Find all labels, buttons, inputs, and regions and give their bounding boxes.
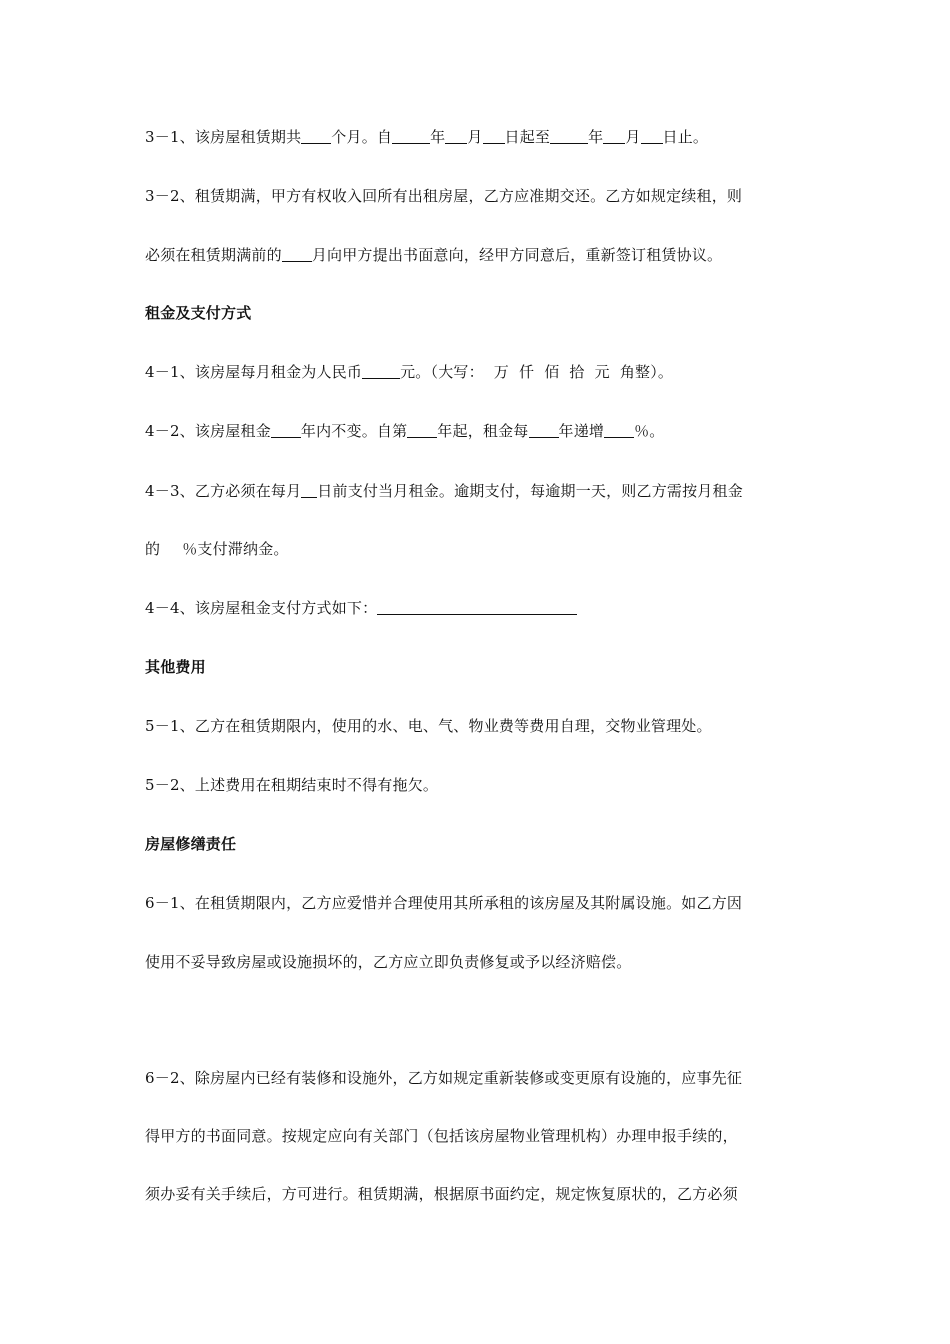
blank-field <box>301 127 331 144</box>
blank-field <box>604 421 634 438</box>
text: 3－1、该房屋租赁期共 <box>145 128 302 146</box>
clause-5-1: 5－1、乙方在租赁期限内，使用的水、电、气、物业费等费用自理，交物业管理处。 <box>145 717 712 735</box>
blank-field <box>641 127 663 144</box>
clause-6-2-line-2: 得甲方的书面同意。按规定应向有关部门（包括该房屋物业管理机构）办理申报手续的， <box>145 1127 738 1145</box>
clause-6-2-line-3: 须办妥有关手续后，方可进行。租赁期满，根据原书面约定，规定恢复原状的，乙方必须 <box>145 1185 738 1203</box>
section-heading-rent: 租金及支付方式 <box>145 304 252 322</box>
blank-field <box>282 245 312 262</box>
blank-field <box>271 421 301 438</box>
text: 个月。自 <box>331 128 393 146</box>
clause-4-1 <box>145 362 815 382</box>
text: 元。（大写： <box>400 363 484 381</box>
text: 4－2、该房屋租金 <box>145 422 271 440</box>
text: 年内不变。自第 <box>300 422 408 440</box>
clause-4-3-line-1 <box>145 481 815 501</box>
text: 日止。 <box>662 128 709 146</box>
section-heading-repair: 房屋修缮责任 <box>145 835 237 853</box>
clause-4-3-line-2 <box>145 539 815 559</box>
clause-4-2 <box>145 421 815 441</box>
text: 4－4、该房屋租金支付方式如下： <box>145 599 378 617</box>
clause-3-2-line-1: 3－2、租赁期满，甲方有权收入回所有出租房屋，乙方应准期交还。乙方如规定续租，则 <box>145 187 743 205</box>
clause-5-2: 5－2、上述费用在租期结束时不得有拖欠。 <box>145 776 439 794</box>
clause-6-2-line-1: 6－2、除房屋内已经有装修和设施外，乙方如规定重新装修或变更原有设施的，应事先征 <box>145 1069 743 1087</box>
blank-field <box>445 127 467 144</box>
text: 年 <box>588 128 604 146</box>
blank-field <box>483 127 505 144</box>
blank-field <box>529 421 559 438</box>
section-heading-other-fees: 其他费用 <box>145 658 206 676</box>
text: 日起至 <box>504 128 551 146</box>
blank-field <box>392 127 430 144</box>
text: 拾 <box>569 363 585 381</box>
text: 月 <box>467 128 483 146</box>
text: 4－1、该房屋每月租金为人民币 <box>145 363 363 381</box>
text: 必须在租赁期满前的 <box>145 246 282 264</box>
text: 月 <box>625 128 641 146</box>
text: 角整）。 <box>619 363 674 381</box>
text: 年递增 <box>558 422 605 440</box>
blank-field <box>377 598 577 615</box>
blank-field <box>550 127 588 144</box>
blank-field <box>407 421 437 438</box>
text: 仟 <box>519 363 535 381</box>
text: 的 <box>145 540 161 558</box>
text: 佰 <box>544 363 560 381</box>
text: ％。 <box>634 422 665 440</box>
blank-field <box>301 481 317 498</box>
text: 4－3、乙方必须在每月 <box>145 482 302 500</box>
text: 年起，租金每 <box>437 422 529 440</box>
blank-field <box>603 127 625 144</box>
text: 万 <box>493 363 509 381</box>
text: 日前支付当月租金。逾期支付，每逾期一天，则乙方需按月租金 <box>317 482 743 500</box>
clause-3-2-line-2 <box>145 245 815 265</box>
text: 月向甲方提出书面意向，经甲方同意后，重新签订租赁协议。 <box>311 246 723 264</box>
text: ％支付滞纳金。 <box>182 540 289 558</box>
text: 元 <box>594 363 610 381</box>
text: 年 <box>430 128 446 146</box>
clause-3-1 <box>145 127 815 147</box>
clause-6-1-line-2: 使用不妥导致房屋或设施损坏的，乙方应立即负责修复或予以经济赔偿。 <box>145 953 632 971</box>
clause-4-4 <box>145 598 815 618</box>
blank-field <box>362 362 400 379</box>
clause-6-1-line-1: 6－1、在租赁期限内，乙方应爱惜并合理使用其所承租的该房屋及其附属设施。如乙方因 <box>145 894 743 912</box>
